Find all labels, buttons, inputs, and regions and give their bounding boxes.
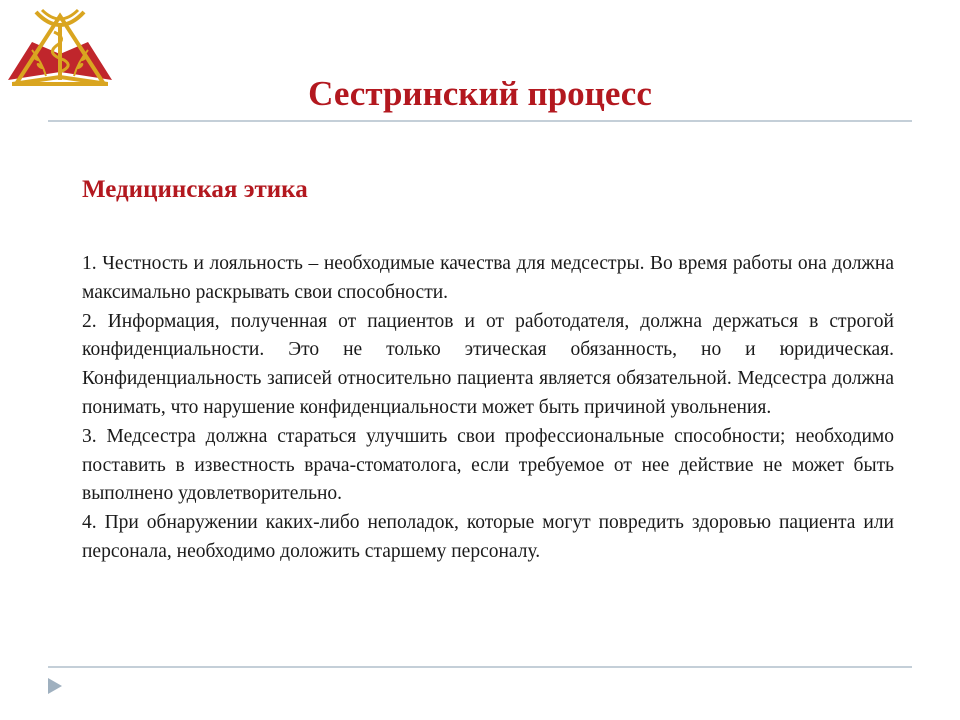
footer-divider	[48, 666, 912, 668]
title-divider	[48, 120, 912, 122]
paragraph-1: 1. Честность и лояльность – необходимые качества для медсестры. Во время работы она должна максимально раскрывать свои способности.	[82, 253, 894, 303]
body-text	[82, 250, 894, 567]
paragraph-4: 4. При обнаружении каких-либо неполадок, которые могут повредить здоровью пациента или персонала, необходимо доложить старшему персоналу.	[82, 512, 894, 562]
play-triangle-icon[interactable]	[46, 677, 64, 695]
paragraph-2: 2. Информация, полученная от пациентов и от работодателя, должна держаться в строгой конфиденциальности. Это не только этическая обязанность, но и юридическая. Конфиденциальность записей относительно пациента является обязательной. Медсестра должна понимать, что нарушение конфиденциальности может быть причиной увольнения.	[82, 310, 894, 418]
slide-title: Сестринский процесс	[308, 74, 652, 113]
paragraph-3: 3. Медсестра должна стараться улучшить свои профессиональные способности; необходимо поставить в известность врача-стоматолога, если требуемое от нее действие не может быть выполнено удовлетворительно.	[82, 425, 894, 505]
section-subtitle: Медицинская этика	[82, 176, 308, 203]
